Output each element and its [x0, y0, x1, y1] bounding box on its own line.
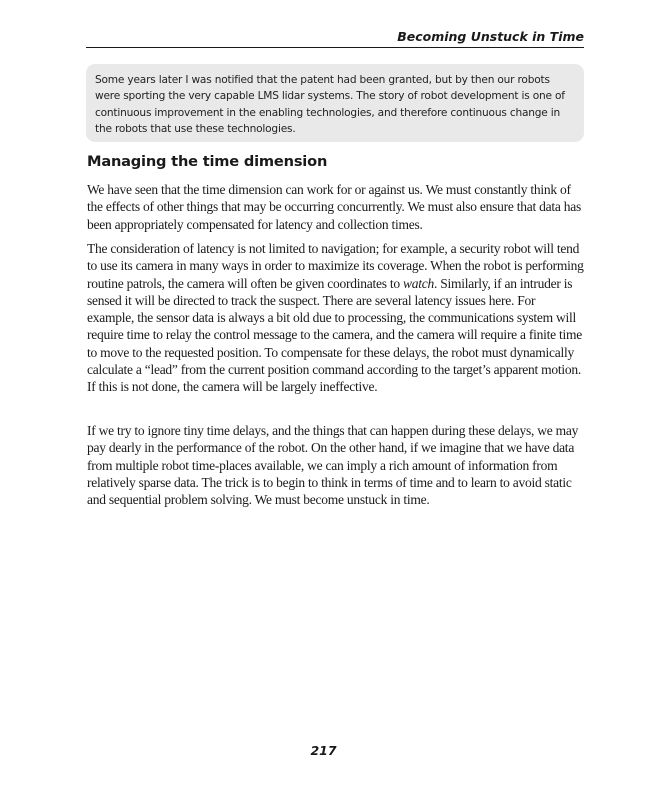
paragraph-2-text-end: . Similarly, if an intruder is sensed it will be directed to track the suspect. There are several latency issues here. For example, the sensor data is always a bit old due to processing, the communications system will require time to relay the control message to the camera, and the camera will require a finite time to move to the requested position. To compensate for these delays, the robot must dynamically calculate a “lead” from the current position command according to the target’s apparent motion. If this is not done, the camera will be largely ineffective. — [87, 275, 583, 395]
header-rule — [86, 47, 584, 48]
body-paragraph-3: If we try to ignore tiny time delays, and the things that can happen during these delays, we may pay dearly in the performance of the robot. On the other hand, if we imagine that we have data from multiple robot time-places available, we can imply a rich amount of information from relatively sparse data. The trick is to begin to think in terms of time and to learn to avoid static and sequential problem solving. We must become unstuck in time. — [87, 423, 579, 508]
running-header-title: Becoming Unstuck in Time — [397, 29, 584, 44]
sidebar-note — [86, 64, 584, 142]
sidebar-note-text: Some years later I was notified that the patent had been granted, but by then our robots were sporting the very capable LMS lidar systems. The story of robot development is one of continuous improvement in the enabling technologies, and therefore continuous change in the robots that use these technologies. — [95, 74, 565, 135]
paragraph-2-emphasis: watch — [403, 275, 435, 291]
section-heading: Managing the time dimension — [87, 153, 328, 170]
paragraph-2-text-start: The consideration of latency is not limited to navigation; for example, a security robot will tend to use its camera in many ways in order to maximize its coverage. When the robot is performing routine patrols, the camera will often be given coordinates to — [87, 241, 584, 291]
page-number: 217 — [310, 743, 337, 758]
body-paragraph-1: We have seen that the time dimension can work for or against us. We must constantly think of the effects of other things that may be occurring concurrently. We must also ensure that data has been appropriately compensated for latency and collection times. — [87, 182, 581, 232]
body-paragraph-2 — [87, 240, 585, 396]
